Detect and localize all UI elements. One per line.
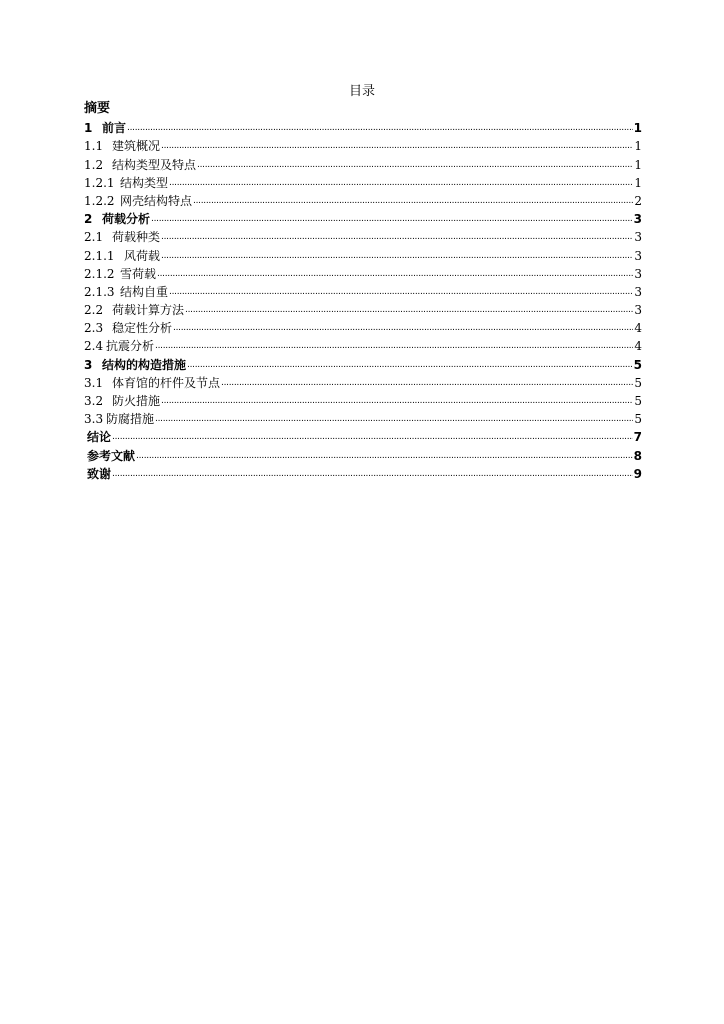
toc-entry-label: 结构类型 [120, 175, 169, 190]
toc-entry-page: 1 [634, 157, 642, 172]
toc-entry-conclusion[interactable] [84, 427, 642, 445]
toc-entry-3-3[interactable] [84, 409, 642, 427]
toc-entry-label: 防腐措施 [106, 412, 155, 427]
toc-entry-number: 1.2.1 [84, 175, 115, 190]
toc-entry-references[interactable] [84, 445, 642, 463]
toc-entry-3-1[interactable] [84, 373, 642, 391]
toc-entry-label: 抗震分析 [106, 339, 155, 354]
toc-entry-page: 5 [633, 357, 642, 372]
toc-entry-label: 风荷载 [124, 248, 161, 263]
toc-dot-leader [161, 227, 633, 245]
toc-entry-page: 3 [634, 248, 642, 263]
toc-entry-page: 4 [634, 321, 642, 336]
toc-entry-1-2[interactable] [84, 154, 642, 172]
toc-dot-leader [221, 373, 633, 391]
toc-entry-page: 7 [633, 430, 642, 445]
toc-dot-leader [173, 318, 633, 336]
toc-entry-page: 2 [634, 193, 642, 208]
toc-entry-number: 3 [84, 357, 93, 372]
toc-entry-1[interactable] [84, 118, 642, 136]
table-of-contents [84, 118, 642, 482]
toc-entry-1-1[interactable] [84, 136, 642, 154]
toc-entry-1-2-2[interactable] [84, 191, 642, 209]
toc-dot-leader [157, 264, 633, 282]
abstract-heading: 摘要 [84, 101, 111, 116]
toc-entry-page: 5 [634, 375, 642, 390]
toc-dot-leader [161, 136, 633, 154]
toc-entry-label: 致谢 [87, 466, 112, 481]
toc-entry-page: 1 [634, 139, 642, 154]
toc-entry-2-1-2[interactable] [84, 264, 642, 282]
toc-entry-number: 2.2 [84, 303, 104, 318]
toc-entry-2[interactable] [84, 209, 642, 227]
toc-entry-number: 3.1 [84, 375, 104, 390]
toc-entry-number: 1.2 [84, 157, 104, 172]
toc-entry-page: 4 [634, 339, 642, 354]
toc-dot-leader [112, 464, 633, 482]
toc-entry-page: 1 [633, 121, 642, 136]
toc-entry-2-1-3[interactable] [84, 282, 642, 300]
toc-entry-page: 3 [634, 266, 642, 281]
toc-entry-number: 2.1.3 [84, 284, 115, 299]
toc-entry-acknowledgements[interactable] [84, 464, 642, 482]
toc-dot-leader [187, 355, 633, 373]
toc-entry-page: 3 [634, 230, 642, 245]
toc-dot-leader [112, 427, 633, 445]
toc-entry-number: 2 [84, 212, 93, 227]
toc-entry-label: 稳定性分析 [112, 321, 173, 336]
toc-entry-page: 1 [634, 175, 642, 190]
toc-entry-label: 结构类型及特点 [112, 157, 197, 172]
toc-dot-leader [151, 209, 633, 227]
toc-entry-label: 体育馆的杆件及节点 [112, 375, 221, 390]
toc-entry-number: 1.1 [84, 139, 104, 154]
toc-dot-leader [197, 155, 633, 173]
toc-dot-leader [169, 173, 633, 191]
toc-entry-2-3[interactable] [84, 318, 642, 336]
toc-entry-label: 结论 [87, 430, 112, 445]
toc-entry-3[interactable] [84, 354, 642, 372]
toc-entry-number: 2.4 [84, 339, 104, 354]
toc-entry-3-2[interactable] [84, 391, 642, 409]
toc-dot-leader [193, 191, 633, 209]
toc-entry-page: 9 [633, 466, 642, 481]
toc-dot-leader [136, 446, 633, 464]
toc-entry-page: 3 [634, 284, 642, 299]
toc-dot-leader [155, 336, 633, 354]
toc-dot-leader [155, 409, 633, 427]
toc-title: 目录 [348, 84, 375, 99]
toc-entry-label: 建筑概况 [112, 139, 161, 154]
toc-entry-number: 3.3 [84, 412, 104, 427]
toc-dot-leader [127, 118, 633, 136]
toc-dot-leader [185, 300, 633, 318]
toc-entry-number: 3.2 [84, 394, 104, 408]
toc-entry-2-2[interactable] [84, 300, 642, 318]
toc-entry-number: 2.3 [84, 321, 104, 336]
toc-dot-leader [169, 282, 633, 300]
toc-entry-page: 3 [634, 303, 642, 318]
toc-entry-label: 荷载分析 [102, 212, 151, 227]
toc-entry-page: 3 [633, 212, 642, 227]
toc-entry-label: 结构的构造措施 [102, 357, 187, 372]
toc-dot-leader [161, 391, 633, 409]
toc-entry-2-4[interactable] [84, 336, 642, 354]
toc-entry-label: 荷载计算方法 [112, 303, 185, 318]
toc-entry-1-2-1[interactable] [84, 173, 642, 191]
toc-entry-number: 2.1.2 [84, 266, 115, 281]
toc-entry-label: 防火措施 [112, 394, 161, 408]
toc-entry-label: 参考文献 [87, 448, 136, 463]
toc-entry-2-1-1[interactable] [84, 245, 642, 263]
toc-entry-label: 前言 [102, 121, 127, 136]
toc-entry-label: 雪荷载 [120, 266, 157, 281]
toc-entry-number: 2.1 [84, 230, 104, 245]
toc-entry-label: 网壳结构特点 [120, 193, 193, 208]
toc-entry-label: 结构自重 [120, 284, 169, 299]
toc-dot-leader [161, 246, 633, 264]
toc-entry-2-1[interactable] [84, 227, 642, 245]
toc-entry-number: 1 [84, 121, 93, 136]
toc-entry-page: 5 [634, 394, 642, 408]
toc-entry-label: 荷载种类 [112, 230, 161, 245]
toc-entry-page: 8 [633, 448, 642, 463]
toc-entry-page: 5 [634, 412, 642, 427]
toc-entry-number: 2.1.1 [84, 248, 115, 263]
toc-entry-number: 1.2.2 [84, 193, 115, 208]
